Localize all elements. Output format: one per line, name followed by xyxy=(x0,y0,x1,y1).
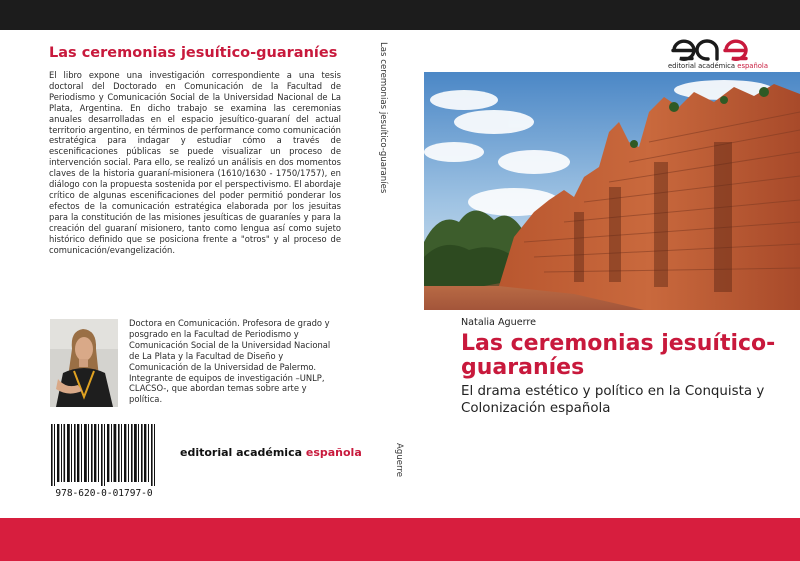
back-cover-description: El libro expone una investigación correspondiente a una tesis doctoral del Doctorado en Comunicación de la Facultad de Periodismo y Comunicación Social de la Universidad Nacional de La Plata, Argentina. En dicho trabajo se examina las ceremonias anuales desarrolladas en el espacio jesuítico-guaraní del actual territorio argentino, en términos de performance como comunicación estratégica para indagar y estudiar cómo a través de escenificaciones públicas se puede visualizar un proceso de intervención social. Para ello, se realizó un análisis en dos momentos claves de la historia guaraní-misionera (1610/1630 - 1750/1757), en diálogo con la propuesta sostenida por el perspectivismo. El abordaje crítico de algunas escenificaciones del poder permitió ponderar los efectos de la comunicación estratégica elaborada por los jesuitas para la constitución de las misiones jesuíticas de guaraníes y para la creación del guaraní misionero, tanto como lengua así como sujeto histórico definido que se posiciona frente a "otros" y al proceso de comunicación/evangelización. xyxy=(49,70,341,255)
isbn-number: 978-620-0-01797-0 xyxy=(55,488,153,499)
eae-logo-icon xyxy=(670,38,754,62)
back-cover-title: Las ceremonias jesuítico-guaraníes xyxy=(49,45,338,61)
logo-publisher-prefix: editorial académica xyxy=(668,62,736,70)
author-bio: Doctora en Comunicación. Profesora de grado y posgrado en la Facultad de Periodismo y Comunicación Social de la Universidad Nacional de La Plata y la Facultad de Diseño y Comunicación de la Universidad de Palermo. Integrante de equipos de investigación –UNLP, CLACSO-, que abordan temas sobre arte y política. xyxy=(129,318,331,405)
front-subtitle: El drama estético y político en la Conquista y Colonización española xyxy=(461,384,765,416)
back-publisher-name xyxy=(180,446,362,459)
barcode-icon xyxy=(51,424,157,486)
front-title: Las ceremonias jesuítico-guaraníes xyxy=(461,331,776,380)
front-author: Natalia Aguerre xyxy=(461,317,537,328)
spine-author: Aguerre xyxy=(394,443,404,478)
back-publisher-accent: española xyxy=(305,446,362,459)
spine-title: Las ceremonias jesuítico-guaraníes xyxy=(378,42,388,194)
back-publisher-prefix: editorial académica xyxy=(180,446,303,459)
top-band xyxy=(0,0,800,30)
cover-photo-ruins xyxy=(424,72,800,310)
logo-publisher-accent: española xyxy=(737,62,768,70)
bottom-band xyxy=(0,518,800,561)
logo-publisher-name xyxy=(668,62,768,70)
author-photo xyxy=(50,319,118,407)
